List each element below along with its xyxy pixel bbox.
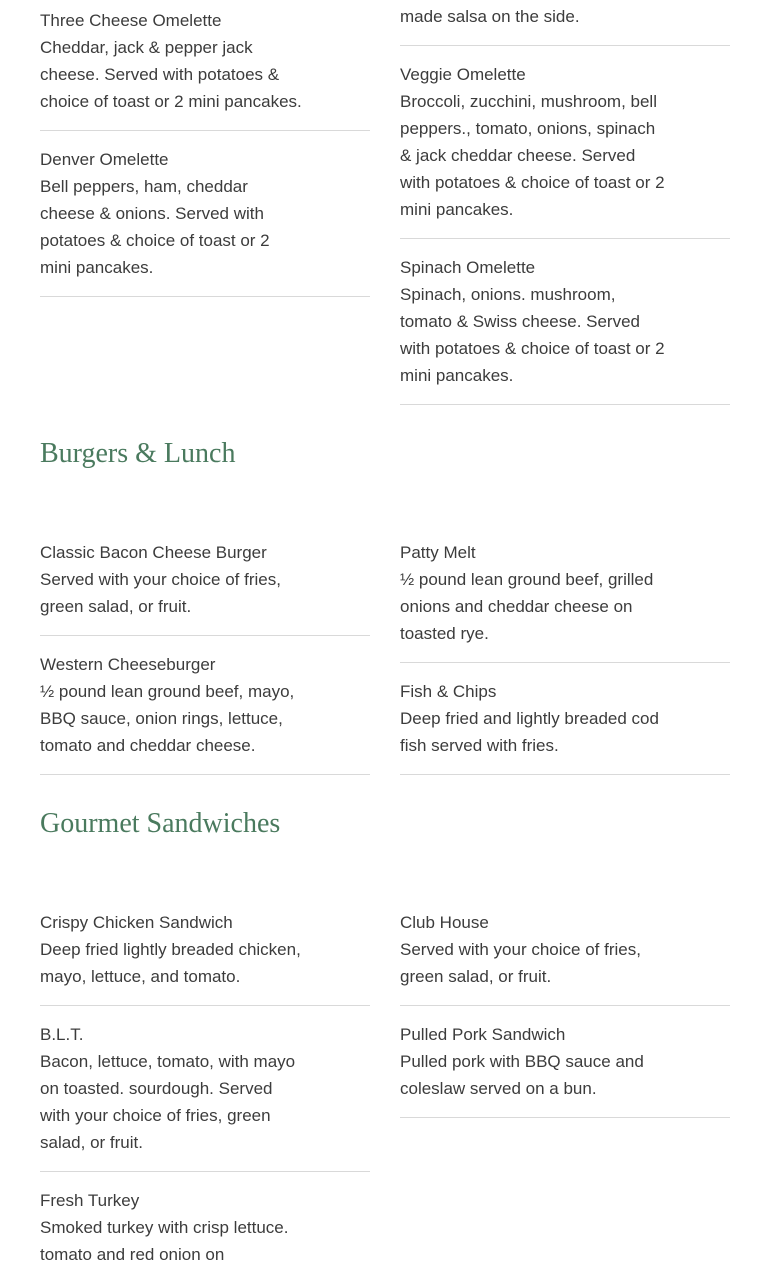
- section-heading-sandwiches: Gourmet Sandwiches: [40, 808, 281, 839]
- item-description: Broccoli, zucchini, mushroom, bell peppers., tomato, onions, spinach & jack cheddar cheese. Served with potatoes & choice of toast or 2 mini pancakes.: [400, 92, 665, 219]
- item-description: made salsa on the side.: [400, 7, 580, 26]
- menu-item-pulled-pork-sandwich: [400, 1021, 730, 1118]
- menu-item-veggie-omelette: [400, 61, 730, 239]
- menu-item-blt: [40, 1021, 370, 1172]
- item-description: Bell peppers, ham, cheddar cheese & onions. Served with potatoes & choice of toast or 2 mini pancakes.: [40, 177, 270, 277]
- item-title: Patty Melt: [400, 543, 476, 562]
- item-description: Pulled pork with BBQ sauce and coleslaw served on a bun.: [400, 1052, 644, 1098]
- menu-item-spinach-omelette: [400, 254, 730, 405]
- item-title: Fresh Turkey: [40, 1191, 140, 1210]
- menu-item-fresh-turkey: [40, 1187, 370, 1264]
- item-title: Pulled Pork Sandwich: [400, 1025, 566, 1044]
- item-title: Denver Omelette: [40, 150, 169, 169]
- item-description: ½ pound lean ground beef, mayo, BBQ sauce, onion rings, lettuce, tomato and cheddar cheese.: [40, 682, 295, 755]
- item-title: Crispy Chicken Sandwich: [40, 913, 233, 932]
- section-heading-burgers: Burgers & Lunch: [40, 438, 236, 469]
- menu-item-partial: [400, 3, 730, 46]
- item-description: Smoked turkey with crisp lettuce. tomato and red onion on: [40, 1218, 289, 1264]
- menu-item-patty-melt: [400, 539, 730, 663]
- item-title: Spinach Omelette: [400, 258, 536, 277]
- item-title: Fish & Chips: [400, 682, 497, 701]
- menu-item-fish-and-chips: [400, 678, 730, 775]
- item-description: Served with your choice of fries, green salad, or fruit.: [400, 940, 641, 986]
- menu-item-western-cheeseburger: [40, 651, 370, 775]
- item-title: Classic Bacon Cheese Burger: [40, 543, 267, 562]
- menu-item-club-house: [400, 909, 730, 1006]
- item-description: Spinach, onions. mushroom, tomato & Swiss cheese. Served with potatoes & choice of toast or 2 mini pancakes.: [400, 285, 665, 385]
- menu-item-crispy-chicken-sandwich: [40, 909, 370, 1006]
- item-description: Deep fried lightly breaded chicken, mayo, lettuce, and tomato.: [40, 940, 301, 986]
- item-title: B.L.T.: [40, 1025, 84, 1044]
- menu-item-classic-bacon-cheese-burger: [40, 539, 370, 636]
- item-description: Served with your choice of fries, green salad, or fruit.: [40, 570, 281, 616]
- item-title: Western Cheeseburger: [40, 655, 216, 674]
- item-description: Bacon, lettuce, tomato, with mayo on toasted. sourdough. Served with your choice of fries, green salad, or fruit.: [40, 1052, 296, 1152]
- item-description: ½ pound lean ground beef, grilled onions and cheddar cheese on toasted rye.: [400, 570, 654, 643]
- menu-item-denver-omelette: [40, 146, 370, 297]
- item-description: Deep fried and lightly breaded cod fish served with fries.: [400, 709, 659, 755]
- item-title: Club House: [400, 913, 489, 932]
- item-title: Three Cheese Omelette: [40, 11, 222, 30]
- menu-item-three-cheese-omelette: [40, 7, 370, 131]
- item-description: Cheddar, jack & pepper jack cheese. Served with potatoes & choice of toast or 2 mini pancakes.: [40, 38, 302, 111]
- item-title: Veggie Omelette: [400, 65, 526, 84]
